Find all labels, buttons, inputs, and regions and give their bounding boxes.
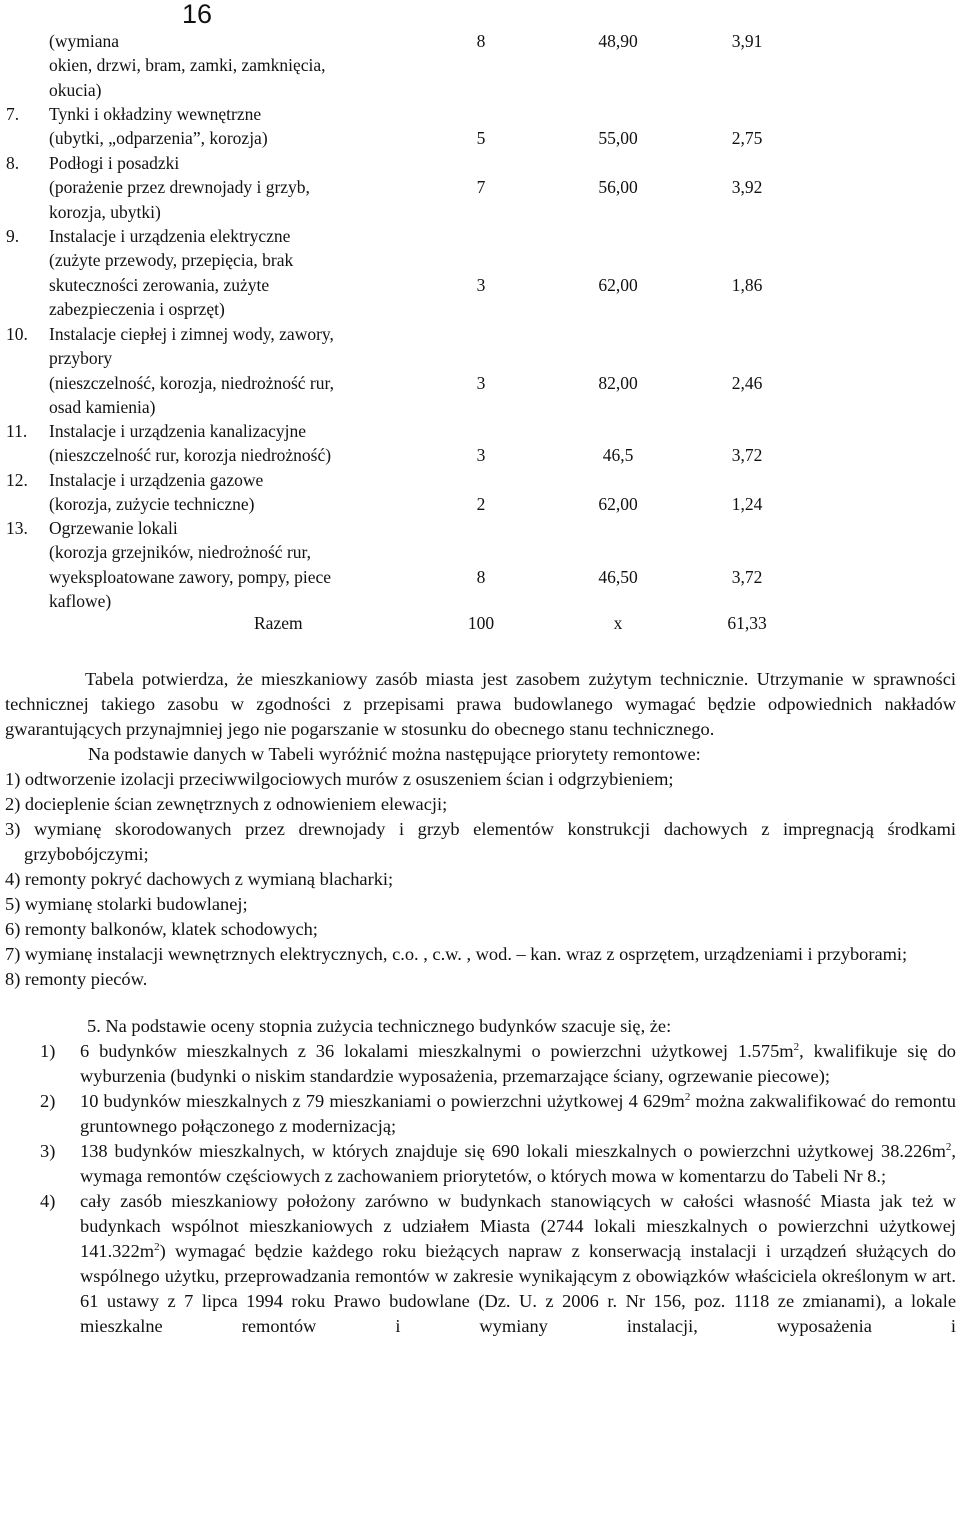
description-line: osad kamienia) — [49, 396, 156, 417]
value-b: 46,50 — [598, 566, 638, 587]
value-b: 48,90 — [598, 31, 638, 51]
description-line: Instalacje ciepłej i zimnej wody, zawory, — [49, 324, 334, 344]
description-line: (nieszczelność rur, korozja niedrożność) — [49, 445, 332, 466]
description-line: Tynki i okładziny wewnętrzne — [49, 104, 262, 124]
item-text: cały zasób mieszkaniowy położony zarówno w budynkach stanowiących w całości własność Miasta jak też w budynkach wspólnot mieszkaniowych z udziałem Miasta (2744 lokali mieszkalnych o powierzchni użytkowej 141.322m — [80, 1191, 956, 1261]
row-description — [49, 151, 449, 224]
total-value-b: x — [613, 613, 623, 633]
value-c: 2,75 — [731, 128, 763, 149]
description-line: skuteczności zerowania, zużyte — [49, 274, 270, 295]
item-superscript: 2 — [684, 1090, 691, 1103]
assessment-item — [5, 1089, 956, 1139]
item-superscript: 2 — [945, 1140, 952, 1153]
description-line: Instalacje i urządzenia kanalizacyjne — [49, 421, 306, 441]
item-text: , kwalifikuje się do wyburzenia (budynki o niskim standardzie wyposażenia, przemarzające ściany, ogrzewanie piecowe); — [80, 1041, 956, 1086]
value-a: 5 — [476, 128, 486, 149]
description-line: kaflowe) — [49, 590, 112, 611]
value-c: 3,92 — [731, 177, 763, 198]
row-description — [49, 102, 449, 151]
value-c: 1,86 — [731, 274, 763, 295]
value-a: 8 — [476, 31, 486, 51]
item-text: można zakwalifikować do remontu gruntownego połączonego z modernizacją; — [80, 1091, 956, 1136]
item-number: 4) — [40, 1191, 56, 1211]
value-c: 3,72 — [731, 445, 763, 466]
row-number: 13. — [6, 518, 28, 538]
description-line: korozja, ubytki) — [49, 201, 161, 222]
item-superscript: 2 — [793, 1040, 800, 1053]
description-line: (korozja grzejników, niedrożność rur, — [49, 542, 312, 563]
value-c: 2,46 — [731, 372, 763, 393]
description-line: okucia) — [49, 79, 102, 100]
item-text: 10 budynków mieszkalnych z 79 mieszkaniami o powierzchni użytkowej 4 629m — [80, 1091, 685, 1111]
row-description — [49, 322, 449, 419]
row-number: 12. — [6, 470, 28, 490]
item-text: , wymaga remontów częściowych z zachowaniem priorytetów, o których mowa w komentarzu do Tabeli Nr 8.; — [80, 1141, 956, 1186]
assessment-item — [5, 1139, 956, 1189]
value-c: 3,72 — [731, 566, 763, 587]
item-text: ) wymagać będzie każdego roku bieżących napraw z konserwacją instalacji i urządzeń służących do wspólnego użytku, przeprowadzania remontów w zakresie wynikającym z obowiązków właściciela określonym w art. 61 ustawy z 7 lipca 1994 roku Prawo budowlane (Dz. U. z 2006 r. Nr 156, poz. 1118 ze zmianami), a lokale mieszkalne remontów i wymiany instalacji, wyposażenia i — [80, 1241, 956, 1336]
row-number: 7. — [6, 104, 20, 124]
row-description — [49, 516, 449, 613]
description-line: Instalacje i urządzenia elektryczne — [49, 226, 291, 246]
row-number: 9. — [6, 226, 20, 246]
description-line: Ogrzewanie lokali — [49, 518, 178, 538]
body-text — [5, 667, 956, 1339]
priority-item: 3) wymianę skorodowanych przez drewnojady i grzyb elementów konstrukcji dachowych z impregnacją środkami grzybobójczymi; — [5, 819, 956, 864]
value-a: 7 — [476, 177, 486, 198]
value-b: 62,00 — [598, 494, 638, 515]
value-c: 3,91 — [731, 31, 763, 51]
assessment-item — [5, 1039, 956, 1089]
priorities-list — [5, 767, 956, 992]
assessment-item — [5, 1189, 956, 1339]
description-line: Instalacje i urządzenia gazowe — [49, 470, 264, 490]
total-value-a: 100 — [467, 613, 495, 633]
value-b: 62,00 — [598, 274, 638, 295]
value-b: 56,00 — [598, 177, 638, 198]
value-a: 3 — [476, 274, 486, 295]
item-text: 6 budynków mieszkalnych z 36 lokalami mieszkalnymi o powierzchni użytkowej 1.575m — [80, 1041, 794, 1061]
paragraph-summary: Tabela potwierdza, że mieszkaniowy zasób miasta jest zasobem zużytym technicznie. Utrzymanie w sprawności technicznej takiego zasobu w zgodności z przepisami prawa budowlanego wymagać będzie odpowiednich nakładów gwarantujących przynajmniej jego nie pogarszanie w stosunku do obecnego stanu technicznego. — [5, 669, 956, 739]
item-number: 1) — [40, 1041, 56, 1061]
row-description — [49, 29, 449, 102]
description-line: (zużyte przewody, przepięcia, brak — [49, 250, 294, 271]
row-number: 11. — [6, 421, 28, 441]
row-description — [49, 224, 449, 321]
item-number: 3) — [40, 1141, 56, 1161]
description-line: (wymiana — [49, 31, 119, 51]
description-line: (nieszczelność, korozja, niedrożność rur, — [49, 372, 335, 393]
item-text: 138 budynków mieszkalnych, w których znajduje się 690 lokali mieszkalnych o powierzchni użytkowej 38.226m — [80, 1141, 946, 1161]
value-b: 55,00 — [598, 128, 638, 149]
priority-item: 6) remonty balkonów, klatek schodowych; — [5, 919, 318, 939]
value-a: 3 — [476, 445, 486, 466]
priority-item: 8) remonty pieców. — [5, 969, 148, 989]
description-line: okien, drzwi, bram, zamki, zamknięcia, — [49, 55, 326, 76]
total-label: Razem — [254, 613, 303, 633]
paragraph-priorities-intro: Na podstawie danych w Tabeli wyróżnić można następujące priorytety remontowe: — [88, 744, 701, 764]
priority-item: 5) wymianę stolarki budowlanej; — [5, 894, 248, 914]
item-number: 2) — [40, 1091, 56, 1111]
value-a: 8 — [476, 566, 486, 587]
value-c: 1,24 — [731, 494, 763, 515]
priority-item: 2) docieplenie ścian zewnętrznych z odnowieniem elewacji; — [5, 794, 448, 814]
description-line: (ubytki, „odparzenia”, korozja) — [49, 128, 268, 149]
value-b: 82,00 — [598, 372, 638, 393]
value-a: 3 — [476, 372, 486, 393]
priority-item: 7) wymianę instalacji wewnętrznych elektrycznych, c.o. , c.w. , wod. – kan. wraz z osprzętem, urządzeniami i przyborami; — [5, 944, 908, 964]
description-line: (porażenie przez drewnojady i grzyb, — [49, 177, 310, 198]
assessment-list — [5, 1039, 956, 1339]
description-line: wyeksploatowane zawory, pompy, piece — [49, 566, 332, 587]
row-number: 8. — [6, 153, 20, 173]
priority-item: 1) odtworzenie izolacji przeciwwilgociowych murów z osuszeniem ścian i odgrzybieniem; — [5, 769, 674, 789]
item-superscript: 2 — [154, 1240, 160, 1253]
description-line: (korozja, zużycie techniczne) — [49, 494, 255, 515]
row-description — [49, 468, 449, 517]
description-line: zabezpieczenia i osprzęt) — [49, 298, 225, 319]
value-a: 2 — [476, 494, 486, 515]
row-number: 10. — [6, 324, 28, 344]
priority-item: 4) remonty pokryć dachowych z wymianą blacharki; — [5, 869, 394, 889]
description-line: Podłogi i posadzki — [49, 153, 180, 173]
value-b: 46,5 — [602, 445, 634, 466]
page-number: 16 — [182, 0, 213, 29]
description-line: przybory — [49, 348, 113, 369]
row-description — [49, 419, 449, 468]
section-5-title: 5. Na podstawie oceny stopnia zużycia technicznego budynków szacuje się, że: — [87, 1016, 672, 1036]
total-value-c: 61,33 — [727, 613, 767, 633]
